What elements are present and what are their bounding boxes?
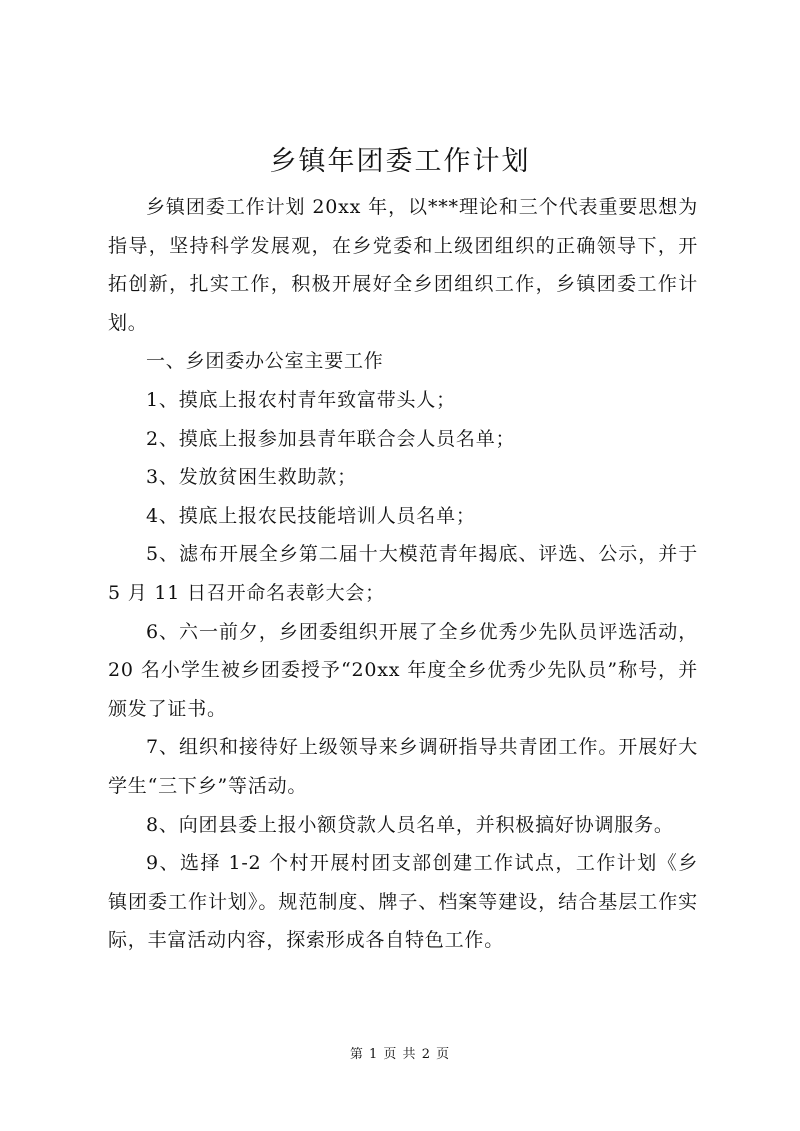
list-item: 3、发放贫困生救助款； (146, 466, 357, 489)
page-footer: 第 1 页 共 2 页 (349, 1047, 451, 1062)
document-title: 乡镇年团委工作计划 (269, 146, 531, 177)
list-item: 1、摸底上报农村青年致富带头人； (146, 388, 456, 411)
list-item: 5、滤布开展全乡第二届十大模范青年揭底、评选、公示，并于 5 月 11 日召开命名表彰大会； (108, 543, 698, 604)
list-item: 2、摸底上报参加县青年联合会人员名单； (146, 427, 516, 450)
list-item: 4、摸底上报农民技能培训人员名单； (146, 504, 476, 527)
list-item: 9、选择 1-2 个村开展村团支部创建工作试点，工作计划《乡镇团委工作计划》。规范制度、牌子、档案等建设，结合基层工作实际，丰富活动内容，探索形成各自特色工作。 (108, 852, 698, 952)
section-heading: 一、乡团委办公室主要工作 (146, 350, 384, 373)
intro-paragraph: 乡镇团委工作计划 20xx 年，以***理论和三个代表重要思想为指导，坚持科学发展观，在乡党委和上级团组织的正确领导下，开拓创新，扎实工作，积极开展好全乡团组织工作，乡镇团委工作计划。 (108, 196, 698, 334)
list-item: 7、组织和接待好上级领导来乡调研指导共青团工作。开展好大学生“三下乡”等活动。 (108, 736, 698, 797)
list-item: 8、向团县委上报小额贷款人员名单，并积极搞好协调服务。 (146, 813, 674, 836)
document-body (108, 188, 698, 960)
list-item: 6、六一前夕，乡团委组织开展了全乡优秀少先队员评选活动，20 名小学生被乡团委授予“20xx 年度全乡优秀少先队员”称号，并颁发了证书。 (108, 620, 698, 720)
